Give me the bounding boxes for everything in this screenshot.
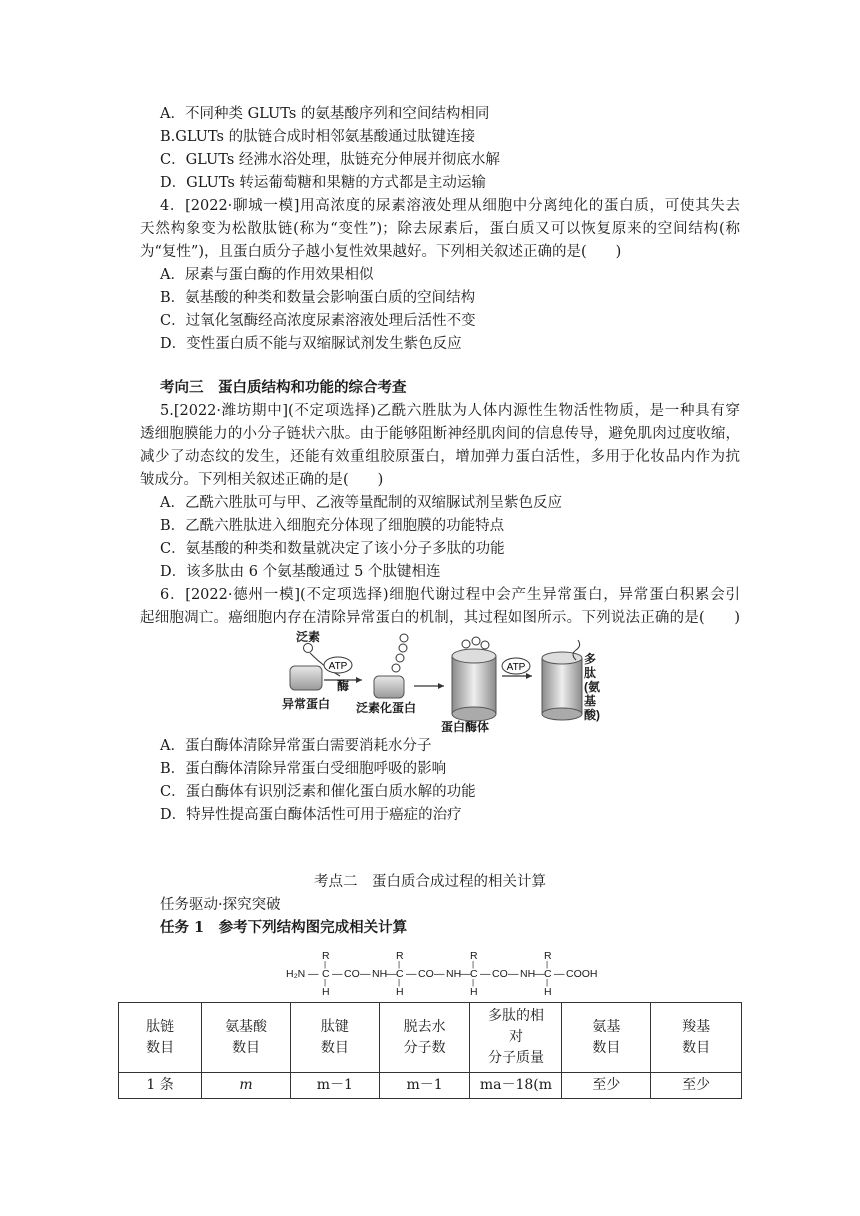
formula-r4: R <box>544 950 552 962</box>
enzyme-label: 酶 <box>337 679 350 693</box>
cell-carboxyl-groups: 至少 <box>651 1073 742 1099</box>
q6-option-c: C．蛋白酶体有识别泛素和催化蛋白质水解的功能 <box>160 784 476 800</box>
q4-option-a: A．尿素与蛋白酶的作用效果相似 <box>160 267 374 283</box>
formula-bond: — <box>480 968 491 980</box>
cell-peptide-bonds: m－1 <box>290 1073 379 1099</box>
q6-stem-line-2: 起细胞凋亡。癌细胞内存在清除异常蛋白的机制，其过程如图所示。下列说法正确的是( ) <box>140 610 740 626</box>
task-1-title: 任务 1 参考下列结构图完成相关计算 <box>160 919 408 936</box>
q4-option-d: D．变性蛋白质不能与双缩脲试剂发生紫色反应 <box>160 336 462 352</box>
arrow-3-head <box>526 673 532 679</box>
formula-h2: H <box>396 986 404 998</box>
cell-water: m－1 <box>379 1073 470 1099</box>
ub-protein-shape <box>374 676 404 698</box>
formula-nh3: NH <box>520 968 536 980</box>
q4-stem-line-1: 4．[2022·聊城一模]用高浓度的尿素溶液处理从细胞中分离纯化的蛋白质，可使其失去 <box>160 198 740 214</box>
formula-co1: CO <box>344 968 360 980</box>
q5-stem-line-1: 5.[2022·潍坊期中](不定项选择)乙酰六胜肽为人体内源性生物活性物质，是一种具有穿 <box>160 403 740 419</box>
formula-bond: — <box>386 968 397 980</box>
formula-c4: C <box>544 968 552 980</box>
formula-vbond: | <box>546 960 549 969</box>
q5-option-b: B．乙酰六胜肽进入细胞充分体现了细胞膜的功能特点 <box>160 518 505 534</box>
cell-amino-acids: m <box>202 1073 291 1099</box>
ub-circle-2 <box>396 654 404 662</box>
q3-option-c: C．GLUTs 经沸水浴处理，肽链充分伸展并彻底水解 <box>160 152 500 168</box>
formula-bond: — <box>308 968 319 980</box>
keypoint-2-title: 考点二 蛋白质合成过程的相关计算 <box>314 874 546 890</box>
atp-label-1: ATP <box>328 661 348 672</box>
formula-nh1: NH <box>372 968 388 980</box>
formula-r2: R <box>396 950 404 962</box>
section-3-title: 考向三 蛋白质结构和功能的综合考查 <box>160 379 407 396</box>
ub-circle-5 <box>462 640 470 648</box>
header-carboxyl-groups: 羧基 数目 <box>651 1003 742 1073</box>
q6-option-a: A．蛋白酶体清除异常蛋白需要消耗水分子 <box>160 738 432 754</box>
proteasome-bottom-2 <box>542 708 582 720</box>
q5-stem-line-4: 皱成分。下列相关叙述正确的是( ) <box>140 472 384 488</box>
table-header-row <box>119 1003 742 1073</box>
formula-h1: H <box>322 986 330 998</box>
peptide-label: 多肽(氨基酸) <box>584 652 600 722</box>
ub-circle-3 <box>399 644 407 652</box>
cell-chains: 1 条 <box>119 1073 202 1099</box>
q3-option-b: B.GLUTs 的肽链合成时相邻氨基酸通过肽键连接 <box>160 129 476 145</box>
formula-c1: C <box>322 968 330 980</box>
header-amino-groups: 氨基 数目 <box>562 1003 651 1073</box>
formula-vbond: | <box>398 960 401 969</box>
cell-amino-groups: 至少 <box>562 1073 651 1099</box>
ub-protein-label: 泛素化蛋白 <box>356 701 417 715</box>
formula-vbond: | <box>324 960 327 969</box>
proteasome-top-2 <box>542 652 582 664</box>
formula-bond: — <box>554 968 565 980</box>
table-row <box>119 1073 742 1099</box>
header-peptide-chains: 肽链 数目 <box>119 1003 202 1073</box>
formula-vbond: | <box>472 960 475 969</box>
abnormal-protein-shape <box>290 666 322 690</box>
formula-r3: R <box>470 950 478 962</box>
formula-r1: R <box>322 950 330 962</box>
proteasome-shape-2 <box>542 658 582 714</box>
q5-stem-line-3: 减少了动态纹的发生，还能有效重组胶原蛋白，增加弹力蛋白活性，多用于化妆品内作为抗 <box>140 449 740 465</box>
peptide-formula <box>286 944 596 1000</box>
formula-h3: H <box>470 986 478 998</box>
formula-c3: C <box>470 968 478 980</box>
formula-h4: H <box>544 986 552 998</box>
q5-option-d: D．该多肽由 6 个氨基酸通过 5 个肽键相连 <box>160 564 441 580</box>
header-amino-acids: 氨基酸 数目 <box>202 1003 291 1073</box>
formula-vbond: | <box>546 978 549 987</box>
formula-vbond: | <box>398 978 401 987</box>
task-drive-label: 任务驱动·探究突破 <box>160 897 281 913</box>
q3-option-a: A．不同种类 GLUTs 的氨基酸序列和空间结构相同 <box>160 106 490 122</box>
formula-c2: C <box>396 968 404 980</box>
formula-vbond: | <box>472 978 475 987</box>
ubiquitin-label: 泛素 <box>296 630 321 644</box>
ub-circle-7 <box>481 641 489 649</box>
formula-bond: — <box>360 968 371 980</box>
q4-option-b: B．氨基酸的种类和数量会影响蛋白质的空间结构 <box>160 290 476 306</box>
q6-option-b: B．蛋白酶体清除异常蛋白受细胞呼吸的影响 <box>160 761 447 777</box>
header-molecular-mass: 多肽的相 对 分子质量 <box>470 1003 562 1073</box>
formula-h2n: H₂N <box>286 968 306 980</box>
arrow-1-head <box>356 677 362 683</box>
cell-mass: ma－18(m <box>470 1073 562 1099</box>
formula-co2: CO <box>418 968 434 980</box>
q5-option-a: A．乙酰六胜肽可与甲、乙液等量配制的双缩脲试剂呈紫色反应 <box>160 495 562 511</box>
header-peptide-bonds: 肽键 数目 <box>290 1003 379 1073</box>
formula-vbond: | <box>324 978 327 987</box>
ub-circle-1 <box>392 664 400 672</box>
q4-option-c: C．过氧化氢酶经高浓度尿素溶液处理后活性不变 <box>160 313 476 329</box>
formula-bond: — <box>434 968 445 980</box>
abnormal-protein-label: 异常蛋白 <box>282 697 331 711</box>
header-water-removed: 脱去水 分子数 <box>379 1003 470 1073</box>
formula-co3: CO <box>492 968 508 980</box>
formula-nh2: NH <box>446 968 462 980</box>
q3-option-d: D．GLUTs 转运葡萄糖和果糖的方式都是主动运输 <box>160 175 486 191</box>
atp-label-2: ATP <box>506 662 526 673</box>
ub-circle-6 <box>472 637 480 645</box>
q5-option-c: C．氨基酸的种类和数量就决定了该小分子多肽的功能 <box>160 541 505 557</box>
calculation-table <box>118 1002 742 1099</box>
q6-stem-line-1: 6．[2022·德州一模](不定项选择)细胞代谢过程中会产生异常蛋白，异常蛋白积累会引 <box>160 587 740 603</box>
formula-bond: — <box>406 968 417 980</box>
proteasome-label: 蛋白酶体 <box>441 720 490 734</box>
q4-stem-line-2: 天然构象变为松散肽链(称为“变性”)；除去尿素后，蛋白质又可以恢复原来的空间结构(称 <box>140 221 740 237</box>
arrow-2-head <box>438 683 444 689</box>
formula-bond: — <box>534 968 545 980</box>
formula-bond: — <box>332 968 343 980</box>
ub-circle-4 <box>400 634 408 642</box>
q4-stem-line-3: 为“复性”)，且蛋白质分子越小复性效果越好。下列相关叙述正确的是( ) <box>140 244 622 260</box>
formula-bond: — <box>460 968 471 980</box>
q5-stem-line-2: 透细胞膜能力的小分子链状六肽。由于能够阻断神经肌肉间的信息传导，避免肌肉过度收缩， <box>140 426 740 442</box>
formula-bond: — <box>508 968 519 980</box>
proteasome-top-1 <box>452 649 496 663</box>
formula-cooh: COOH <box>566 968 598 980</box>
q6-option-d: D．特异性提高蛋白酶体活性可用于癌症的治疗 <box>160 807 462 823</box>
proteasome-shape-1 <box>452 656 496 714</box>
